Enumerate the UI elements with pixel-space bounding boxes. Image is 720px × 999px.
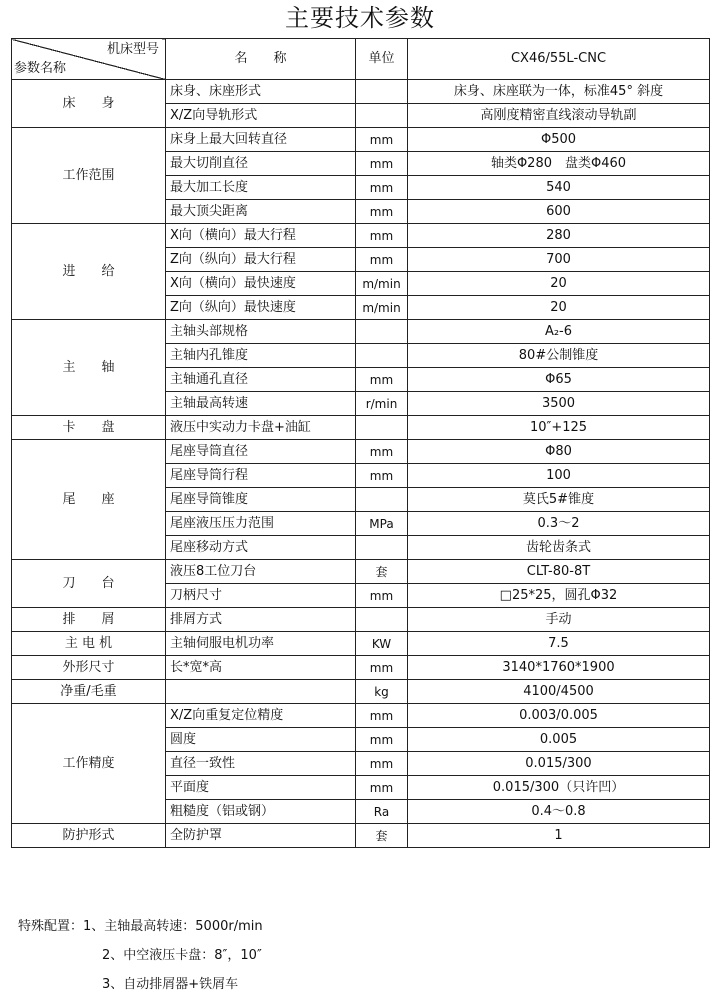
table-row xyxy=(12,824,710,848)
value-cell: 3500 xyxy=(408,392,710,416)
param-name-cell: 液压8工位刀台 xyxy=(166,560,356,584)
category-cell: 刀 台 xyxy=(12,560,166,608)
param-name-cell: 尾座导筒行程 xyxy=(166,464,356,488)
table-row xyxy=(12,320,710,344)
table-row xyxy=(12,632,710,656)
value-cell: 0.4～0.8 xyxy=(408,800,710,824)
note-label: 特殊配置： xyxy=(18,919,84,934)
unit-cell xyxy=(356,104,408,128)
param-name-cell: 床身、床座形式 xyxy=(166,80,356,104)
param-name-cell: 最大顶尖距离 xyxy=(166,200,356,224)
param-name-cell: X向（横向）最大行程 xyxy=(166,224,356,248)
diagonal-header-cell xyxy=(12,39,166,80)
param-name-cell: 直径一致性 xyxy=(166,752,356,776)
param-name-cell: 刀柄尺寸 xyxy=(166,584,356,608)
unit-cell: mm xyxy=(356,464,408,488)
value-cell: 0.015/300 xyxy=(408,752,710,776)
param-name-cell: 尾座移动方式 xyxy=(166,536,356,560)
note-item: 1、主轴最高转速：5000r/min xyxy=(83,919,263,934)
spec-table xyxy=(11,38,710,848)
value-cell: 7.5 xyxy=(408,632,710,656)
unit-cell: mm xyxy=(356,368,408,392)
category-cell: 床 身 xyxy=(12,80,166,128)
value-cell: 3140*1760*1900 xyxy=(408,656,710,680)
table-row xyxy=(12,440,710,464)
name-column-header: 名 称 xyxy=(166,39,356,80)
table-row xyxy=(12,680,710,704)
param-name-cell: 床身上最大回转直径 xyxy=(166,128,356,152)
unit-cell xyxy=(356,488,408,512)
value-cell: 20 xyxy=(408,272,710,296)
note-item: 2、中空液压卡盘：8″，10″ xyxy=(102,948,262,963)
table-row xyxy=(12,224,710,248)
unit-cell xyxy=(356,608,408,632)
unit-cell: mm xyxy=(356,200,408,224)
unit-cell: KW xyxy=(356,632,408,656)
category-cell: 工作精度 xyxy=(12,704,166,824)
value-cell: 轴类Φ280 盘类Φ460 xyxy=(408,152,710,176)
unit-cell xyxy=(356,320,408,344)
value-cell: Φ500 xyxy=(408,128,710,152)
param-name-cell: X/Z向重复定位精度 xyxy=(166,704,356,728)
param-name-cell: 主轴通孔直径 xyxy=(166,368,356,392)
unit-cell: mm xyxy=(356,584,408,608)
unit-cell: mm xyxy=(356,728,408,752)
unit-cell xyxy=(356,344,408,368)
category-cell: 卡 盘 xyxy=(12,416,166,440)
value-cell: 莫氏5#锥度 xyxy=(408,488,710,512)
unit-cell: mm xyxy=(356,752,408,776)
note-item: 3、自动排屑器+铁屑车 xyxy=(102,977,239,992)
value-cell: 20 xyxy=(408,296,710,320)
param-name-cell: 尾座导筒直径 xyxy=(166,440,356,464)
unit-cell: MPa xyxy=(356,512,408,536)
unit-cell: mm xyxy=(356,704,408,728)
category-cell: 排 屑 xyxy=(12,608,166,632)
unit-cell: mm xyxy=(356,152,408,176)
value-cell: 手动 xyxy=(408,608,710,632)
param-name-cell: Z向（纵向）最大行程 xyxy=(166,248,356,272)
param-name-cell: 主轴内孔锥度 xyxy=(166,344,356,368)
value-cell: 0.3～2 xyxy=(408,512,710,536)
value-cell: 床身、床座联为一体，标准45° 斜度 xyxy=(408,80,710,104)
value-cell: 0.005 xyxy=(408,728,710,752)
table-row xyxy=(12,128,710,152)
special-config-notes xyxy=(18,912,708,999)
unit-cell: mm xyxy=(356,176,408,200)
category-cell: 净重/毛重 xyxy=(12,680,166,704)
note-line xyxy=(18,941,708,970)
unit-cell: m/min xyxy=(356,272,408,296)
param-name-cell: 最大切削直径 xyxy=(166,152,356,176)
category-cell: 防护形式 xyxy=(12,824,166,848)
param-name-cell: 主轴最高转速 xyxy=(166,392,356,416)
value-cell: 10″+125 xyxy=(408,416,710,440)
value-cell: 1 xyxy=(408,824,710,848)
unit-cell: mm xyxy=(356,128,408,152)
unit-cell: 套 xyxy=(356,560,408,584)
category-cell: 外形尺寸 xyxy=(12,656,166,680)
table-row xyxy=(12,416,710,440)
table-row xyxy=(12,656,710,680)
table-header-row xyxy=(12,39,710,80)
param-name-cell: 尾座导筒锥度 xyxy=(166,488,356,512)
unit-column-header: 单位 xyxy=(356,39,408,80)
param-name-cell: 主轴伺服电机功率 xyxy=(166,632,356,656)
unit-cell: m/min xyxy=(356,296,408,320)
param-name-cell: 平面度 xyxy=(166,776,356,800)
value-cell: 280 xyxy=(408,224,710,248)
param-name-cell: 圆度 xyxy=(166,728,356,752)
param-name-cell: 主轴头部规格 xyxy=(166,320,356,344)
category-cell: 尾 座 xyxy=(12,440,166,560)
table-row xyxy=(12,608,710,632)
param-name-cell: 长*宽*高 xyxy=(166,656,356,680)
value-cell: 600 xyxy=(408,200,710,224)
unit-cell xyxy=(356,80,408,104)
param-name-cell: 尾座液压压力范围 xyxy=(166,512,356,536)
unit-cell: mm xyxy=(356,248,408,272)
value-cell: 80#公制锥度 xyxy=(408,344,710,368)
category-cell: 进 给 xyxy=(12,224,166,320)
value-cell: 0.003/0.005 xyxy=(408,704,710,728)
param-name-cell: X向（横向）最快速度 xyxy=(166,272,356,296)
value-cell: 4100/4500 xyxy=(408,680,710,704)
param-name-cell: Z向（纵向）最快速度 xyxy=(166,296,356,320)
param-name-cell: X/Z向导轨形式 xyxy=(166,104,356,128)
table-row xyxy=(12,80,710,104)
value-cell: Φ65 xyxy=(408,368,710,392)
value-cell: □25*25，圆孔Φ32 xyxy=(408,584,710,608)
param-name-cell: 排屑方式 xyxy=(166,608,356,632)
value-cell: 高刚度精密直线滚动导轨副 xyxy=(408,104,710,128)
table-row xyxy=(12,704,710,728)
value-cell: Φ80 xyxy=(408,440,710,464)
param-name-cell: 液压中实动力卡盘+油缸 xyxy=(166,416,356,440)
page-title: 主要技术参数 xyxy=(285,4,435,32)
spec-table-body xyxy=(12,39,710,848)
param-name-cell: 最大加工长度 xyxy=(166,176,356,200)
table-row xyxy=(12,560,710,584)
value-cell: 540 xyxy=(408,176,710,200)
unit-cell: mm xyxy=(356,440,408,464)
value-cell: 700 xyxy=(408,248,710,272)
note-line xyxy=(18,970,708,999)
value-cell: A₂-6 xyxy=(408,320,710,344)
note-line xyxy=(18,912,708,941)
unit-cell xyxy=(356,536,408,560)
category-cell: 工作范围 xyxy=(12,128,166,224)
unit-cell: mm xyxy=(356,656,408,680)
unit-cell: mm xyxy=(356,224,408,248)
model-column-header: CX46/55L-CNC xyxy=(408,39,710,80)
unit-cell: kg xyxy=(356,680,408,704)
value-cell: 齿轮齿条式 xyxy=(408,536,710,560)
value-cell: 0.015/300（只许凹） xyxy=(408,776,710,800)
machine-model-label: 机床型号 xyxy=(106,42,159,57)
unit-cell xyxy=(356,416,408,440)
unit-cell: Ra xyxy=(356,800,408,824)
value-cell: CLT-80-8T xyxy=(408,560,710,584)
param-name-cell xyxy=(166,680,356,704)
value-cell: 100 xyxy=(408,464,710,488)
param-name-label: 参数名称 xyxy=(14,61,67,76)
unit-cell: 套 xyxy=(356,824,408,848)
param-name-cell: 全防护罩 xyxy=(166,824,356,848)
param-name-cell: 粗糙度（铝或钢） xyxy=(166,800,356,824)
category-cell: 主 电 机 xyxy=(12,632,166,656)
category-cell: 主 轴 xyxy=(12,320,166,416)
unit-cell: r/min xyxy=(356,392,408,416)
unit-cell: mm xyxy=(356,776,408,800)
